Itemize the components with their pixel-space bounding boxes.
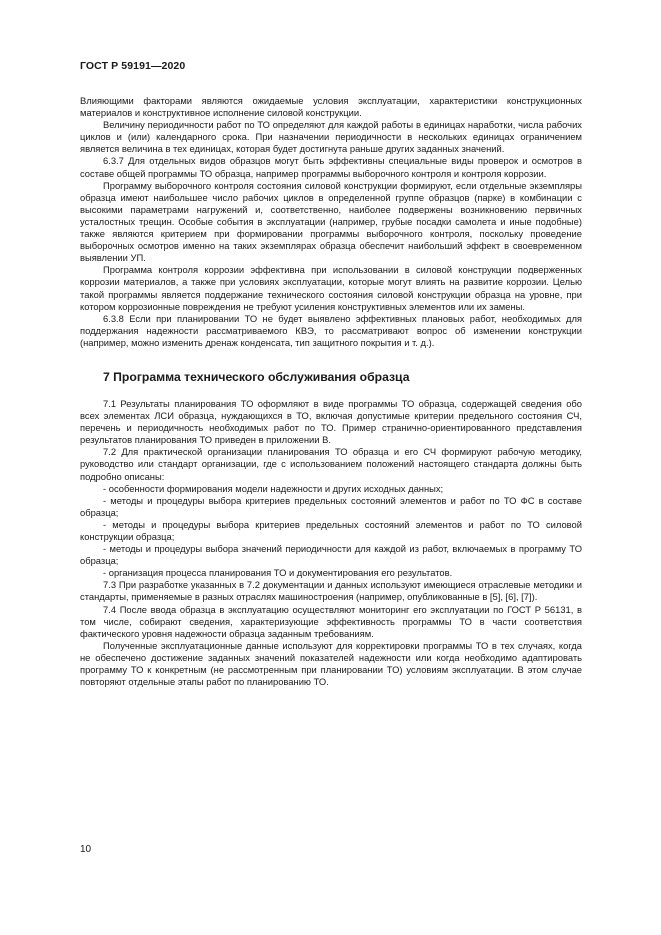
list-item: - методы и процедуры выбора критериев предельных состояний элементов и работ по ТО ФС в составе образца; <box>80 494 582 518</box>
document-body <box>80 95 582 688</box>
list-item: - особенности формирования модели надежности и других исходных данных; <box>103 482 444 494</box>
paragraph: 7.3 При разработке указанных в 7.2 документации и данных используют имеющиеся отраслевые методики и стандарты, применяемые в разных отраслях машиностроения (например, опубликованные в [5], [6], [7]). <box>80 579 582 603</box>
paragraph: Программу выборочного контроля состояния силовой конструкции формируют, если отдельные экземпляры образца имеют наибольшее число рабочих циклов в определенной группе образцов (парке) в комбинации с высокими параметрами нагружений и, соответственно, наиболее подвержены возникновению первичных усталостных трещин. Особые события в эксплуатации (например, грубые посадки самолета и иные подобные) также являются критерием при формировании программы выборочного контроля, поскольку проведение выборочных осмотров именно на таких экземплярах образца обеспечит наибольший эффект в своевременном выявлении УП. <box>80 179 582 264</box>
section-title: 7 Программа технического обслуживания образца <box>103 369 410 384</box>
paragraph: 7.2 Для практической организации планирования ТО образца и его СЧ формируют рабочую методику, руководство или стандарт организации, где с использованием положений настоящего стандарта должны быть подробно описаны: <box>80 446 582 482</box>
paragraph: Программа контроля коррозии эффективна при использовании в силовой конструкции подверженных коррозии материалов, а также при условиях эксплуатации, которые могут влиять на развитие коррозии. Целью такой программы является поддержание технического состояния силовой конструкции образца на уровне, при котором коррозионные повреждения не требуют усиления конструктивных элементов или их замены. <box>80 264 582 312</box>
paragraph: Влияющими факторами являются ожидаемые условия эксплуатации, характеристики конструкционных материалов и конструктивное исполнение силовой конструкции. <box>80 95 582 119</box>
list-item: - организация процесса планирования ТО и документирования его результатов. <box>103 567 453 579</box>
paragraph: Величину периодичности работ по ТО определяют для каждой работы в единицах наработки, числа рабочих циклов и (или) календарного срока. При назначении периодичности в нескольких единицах ограничением является величина в тех единицах, которая будет достигнута раньше других заданных значений. <box>80 119 582 155</box>
paragraph: Полученные эксплуатационные данные используют для корректировки программы ТО в тех случаях, когда не обеспечено достижение заданных значений показателей надежности или когда необходимо адаптировать программу ТО к конкретным (не рассмотренным при планировании ТО) условиям эксплуатации. В этом случае повторяют отдельные этапы работ по планированию ТО. <box>80 639 582 688</box>
list-item: - методы и процедуры выбора критериев предельных состояний элементов и работ по ТО силовой конструкции образца; <box>80 518 582 542</box>
paragraph: 7.4 После ввода образца в эксплуатацию осуществляют мониторинг его эксплуатации по ГОСТ Р 56131, в том числе, собирают сведения, характеризующие эффективность программы ТО в части соответствия фактического уровня надежности образца заданным требованиям. <box>80 603 582 639</box>
paragraph: 7.1 Результаты планирования ТО оформляют в виде программы ТО образца, содержащей сведения обо всех элементах ЛСИ образца, нуждающихся в ТО, включая допустимые критерии предельного состояния СЧ, перечень и периодичность необходимых работ по ТО. Пример странично-ориентированного представления результатов планирования ТО приведен в приложении В. <box>80 397 582 446</box>
requirements-list <box>80 483 582 580</box>
page-number: 10 <box>80 844 92 855</box>
paragraph: 6.3.8 Если при планировании ТО не будет выявлено эффективных плановых работ, необходимых для поддержания надежности рассматриваемого КВЭ, то рассматривают вопрос об изменении конструкции (например, можно изменить дренаж конденсата, тип защитного покрытия и т. д.). <box>80 312 582 348</box>
list-item: - методы и процедуры выбора значений периодичности для каждой из работ, включаемых в программу ТО образца; <box>80 543 582 567</box>
document-header: ГОСТ Р 59191—2020 <box>80 60 186 72</box>
paragraph: 6.3.7 Для отдельных видов образцов могут быть эффективны специальные виды проверок и осмотров в составе общей программы ТО образца, например программы выборочного контроля и контроля коррозии. <box>80 155 582 179</box>
